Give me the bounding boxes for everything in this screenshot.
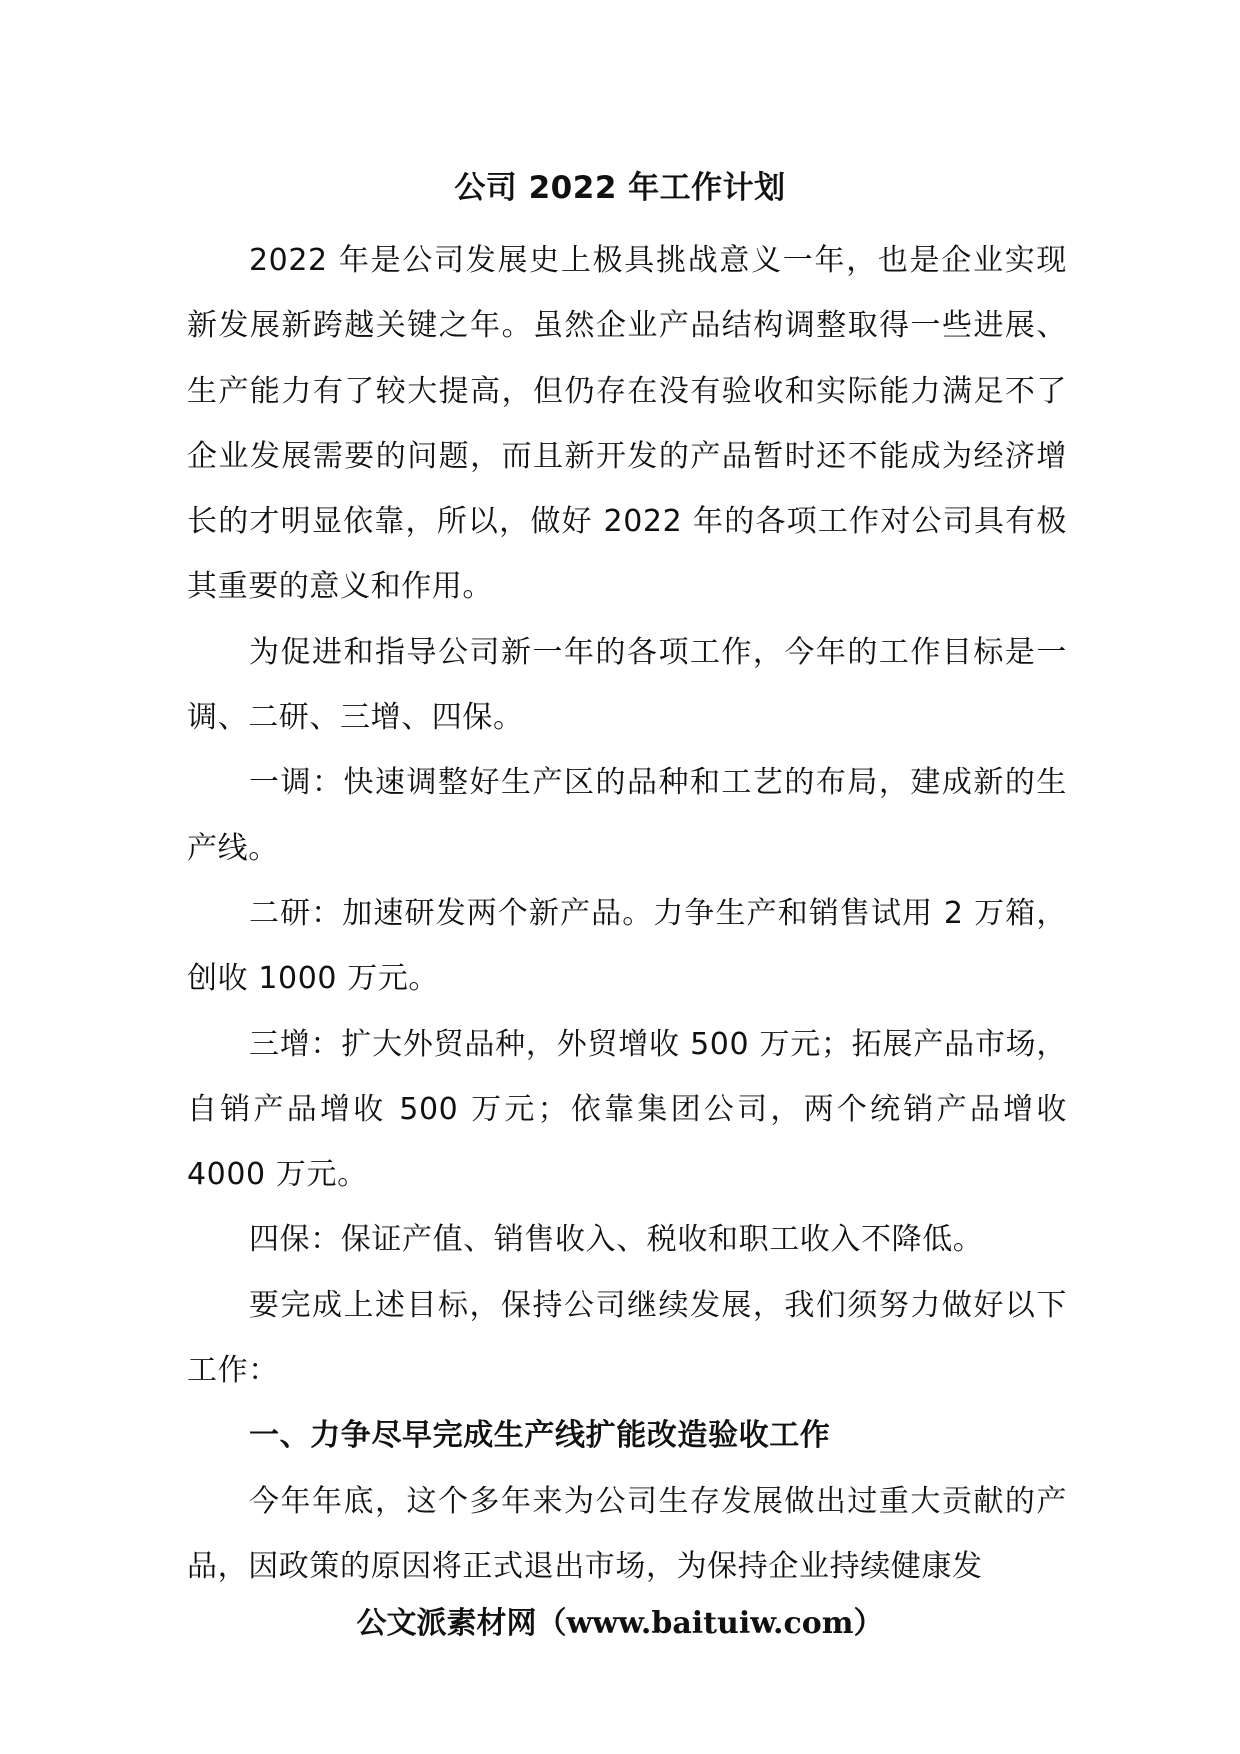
footer-site-name: 公文派素材网 xyxy=(356,1606,537,1641)
section-heading: 一、力争尽早完成生产线扩能改造验收工作 xyxy=(249,1418,831,1454)
paragraph-goal-adjust: 一调：快速调整好生产区的品种和工艺的布局，建成新的生产线。 xyxy=(187,765,1067,866)
paragraph-intro: 2022 年是公司发展史上极具挑战意义一年，也是企业实现新发展新跨越关键之年。虽然企业产品结构调整取得一些进展、生产能力有了较大提高，但仍存在没有验收和实际能力满足不了企业发展需要的问题，而且新开发的产品暂时还不能成为经济增长的才明显依靠，所以，做好 2022 年的各项工作对公司具有极其重要的意义和作用。 xyxy=(187,243,1067,605)
footer-watermark xyxy=(0,1602,1240,1646)
paragraph-work-intro: 要完成上述目标，保持公司继续发展，我们须努力做好以下工作： xyxy=(187,1287,1067,1389)
document-title: 公司 2022 年工作计划 xyxy=(454,170,786,206)
section-paragraph: 今年年底，这个多年来为公司生存发展做出过重大贡献的产品，因政策的原因将正式退出市场，为保持企业持续健康发 xyxy=(187,1483,1067,1584)
document-body xyxy=(187,228,1067,1599)
paragraph-goals: 为促进和指导公司新一年的各项工作，今年的工作目标是一调、二研、三增、四保。 xyxy=(187,634,1067,736)
paragraph-goal-research: 二研：加速研发两个新产品。力争生产和销售试用 2 万箱，创收 1000 万元。 xyxy=(187,895,1067,997)
paragraph-goal-guarantee: 四保：保证产值、销售收入、税收和职工收入不降低。 xyxy=(249,1222,984,1258)
footer-site-url[interactable]: （www.baituiw.com） xyxy=(536,1606,884,1641)
paragraph-goal-increase: 三增：扩大外贸品种，外贸增收 500 万元；拓展产品市场，自销产品增收 500 万元；依靠集团公司，两个统销产品增收 4000 万元。 xyxy=(187,1026,1067,1193)
